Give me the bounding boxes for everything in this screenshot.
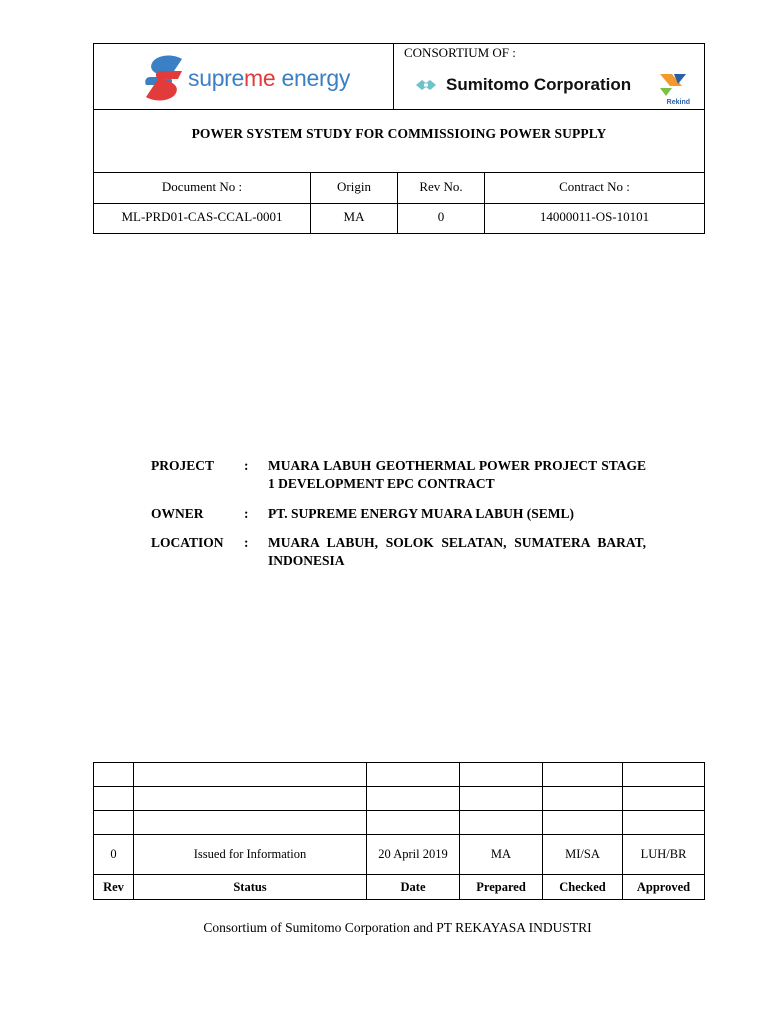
document-header (93, 43, 705, 234)
consortium-logo-cell (394, 44, 704, 110)
owner-key: OWNER (151, 506, 204, 521)
consortium-label: CONSORTIUM OF : (404, 45, 516, 60)
revision-table (93, 762, 705, 900)
owner-colon: : (244, 506, 249, 521)
col-rev-no: Rev No. (398, 173, 485, 203)
revision-header-row (94, 875, 705, 900)
location-key: LOCATION (151, 535, 224, 550)
project-row (151, 457, 646, 493)
date-cell: 20 April 2019 (367, 835, 460, 875)
rev-header: Rev (94, 875, 134, 900)
sumitomo-wordmark: Sumitomo Corporation (446, 75, 632, 94)
revision-row (94, 835, 705, 875)
checked-cell: MI/SA (543, 835, 623, 875)
col-document-no: Document No : (94, 173, 311, 203)
title-row (94, 110, 704, 173)
rev-cell: 0 (94, 835, 134, 875)
location-colon: : (244, 535, 249, 550)
location-row (151, 534, 646, 570)
sumitomo-logo (416, 75, 631, 95)
checked-header: Checked (543, 875, 623, 900)
contract-no-value: 14000011-OS-10101 (539, 209, 650, 224)
col-origin: Origin (311, 173, 398, 203)
owner-value: PT. SUPREME ENERGY MUARA LABUH (SEML) (268, 506, 575, 521)
owner-row (151, 505, 646, 523)
brand-text-1: supre (188, 64, 245, 91)
approved-cell: LUH/BR (623, 835, 705, 875)
project-value: MUARA LABUH GEOTHERMAL POWER PROJECT STAGE 1 DEVELOPMENT EPC CONTRACT (268, 458, 646, 491)
client-logo-cell (94, 44, 394, 110)
prepared-header: Prepared (460, 875, 543, 900)
approved-header: Approved (623, 875, 705, 900)
rekind-wordmark: Rekind (666, 99, 690, 106)
rev-no-value: 0 (398, 203, 485, 234)
brand-text-3: energy (275, 64, 351, 91)
project-colon: : (244, 458, 249, 473)
meta-value-row (94, 203, 704, 234)
empty-row (94, 763, 705, 787)
supreme-energy-mark-icon (142, 53, 186, 103)
col-contract-no: Contract No : (559, 179, 630, 194)
status-header: Status (134, 875, 367, 900)
supreme-energy-wordmark (188, 65, 350, 92)
date-header: Date (367, 875, 460, 900)
footer-text: Consortium of Sumitomo Corporation and PT REKAYASA INDUSTRI (203, 920, 592, 935)
origin-value: MA (311, 203, 398, 234)
empty-row (94, 811, 705, 835)
supreme-energy-logo (142, 53, 350, 103)
sumitomo-mark-icon (416, 77, 436, 93)
meta-header-row (94, 173, 704, 204)
prepared-cell: MA (460, 835, 543, 875)
brand-text-2: me (244, 64, 276, 91)
project-info (151, 457, 646, 570)
document-no-value: ML-PRD01-CAS-CCAL-0001 (94, 203, 311, 234)
status-cell: Issued for Information (134, 835, 367, 875)
empty-row (94, 787, 705, 811)
location-value: MUARA LABUH, SOLOK SELATAN, SUMATERA BARAT, INDONESIA (268, 535, 646, 568)
project-key: PROJECT (151, 458, 215, 473)
document-title: POWER SYSTEM STUDY FOR COMMISSIOING POWER SUPPLY (191, 126, 607, 141)
